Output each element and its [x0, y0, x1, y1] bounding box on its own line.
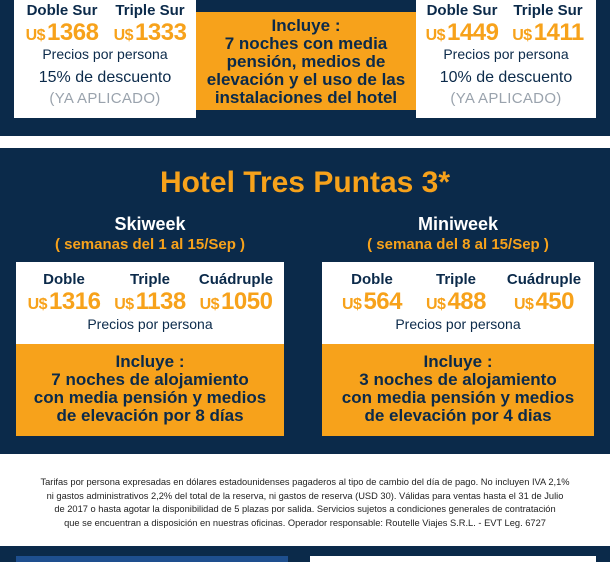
currency-symbol: U$ [25, 27, 46, 44]
package-name: Skiweek [114, 214, 186, 234]
price-value [420, 19, 504, 47]
skiweek-includes-text [16, 353, 284, 425]
price-amount: 1333 [135, 19, 187, 46]
package-dates: ( semanas del 1 al 15/Sep ) [54, 236, 246, 253]
per-person-label: Precios por persona [443, 46, 569, 62]
currency-symbol: U$ [27, 296, 48, 313]
package-dates: ( semana del 8 al 15/Sep ) [367, 236, 549, 253]
miniweek-col-triple [414, 271, 498, 316]
price-value [330, 288, 414, 316]
currency-symbol: U$ [114, 296, 134, 313]
skiweek-col-doble [22, 271, 106, 316]
per-person-label: Precios por persona [42, 46, 168, 62]
price-amount: 450 [535, 288, 574, 315]
includes-line: instalaciones del hotel [214, 88, 398, 107]
includes-line: 3 noches de alojamiento [359, 370, 557, 389]
top-left-col-2 [108, 2, 192, 47]
price-value [108, 19, 192, 47]
room-type-label: Triple [129, 271, 170, 288]
price-value [22, 288, 106, 316]
discount-label: 10% de descuento [439, 69, 573, 86]
room-type-label: Doble [351, 271, 393, 288]
room-type-label: Triple Sur [115, 2, 185, 19]
includes-line: Incluye : [115, 352, 185, 371]
price-value [192, 288, 280, 316]
currency-symbol: U$ [113, 27, 134, 44]
includes-line: pensión, medios de [226, 52, 386, 71]
includes-line: Incluye : [423, 352, 493, 371]
top-left-col-1 [20, 2, 104, 47]
bottom-left-bar [16, 556, 288, 562]
currency-symbol: U$ [514, 296, 534, 313]
discount-label: 15% de descuento [38, 69, 172, 86]
room-type-label: Triple [435, 271, 476, 288]
price-amount: 1138 [135, 288, 186, 315]
includes-line: con media pensión y medios [33, 388, 267, 407]
price-amount: 1050 [221, 288, 273, 315]
miniweek-includes-text [322, 353, 594, 425]
includes-line: 7 noches de alojamiento [51, 370, 249, 389]
package-name: Miniweek [417, 214, 499, 234]
currency-symbol: U$ [342, 296, 362, 313]
room-type-label: Cuádruple [506, 271, 582, 288]
applied-label: (YA APLICADO) [450, 90, 562, 107]
price-amount: 1316 [49, 288, 101, 315]
currency-symbol: U$ [512, 27, 532, 44]
skiweek-col-triple [108, 271, 192, 316]
room-type-label: Doble Sur [426, 2, 498, 19]
price-value [506, 19, 590, 47]
price-amount: 1449 [447, 19, 499, 46]
includes-line: elevación y el uso de las [206, 70, 406, 89]
currency-symbol: U$ [199, 296, 220, 313]
bottom-right-bar [310, 556, 596, 562]
currency-symbol: U$ [426, 296, 446, 313]
top-right-col-1 [420, 2, 504, 47]
includes-line: con media pensión y medios [341, 388, 575, 407]
currency-symbol: U$ [425, 27, 446, 44]
applied-label: (YA APLICADO) [49, 90, 161, 107]
legal-disclaimer [14, 476, 596, 530]
per-person-label: Precios por persona [87, 316, 213, 332]
room-type-label: Doble [43, 271, 85, 288]
price-amount: 1368 [47, 19, 99, 46]
top-right-col-2 [506, 2, 590, 47]
includes-line: de elevación por 4 dias [364, 406, 552, 425]
price-amount: 488 [447, 288, 486, 315]
room-type-label: Cuádruple [198, 271, 274, 288]
per-person-label: Precios por persona [395, 316, 521, 332]
price-value [414, 288, 498, 316]
price-value [108, 288, 192, 316]
price-value [500, 288, 588, 316]
miniweek-col-cuadruple [500, 271, 588, 316]
price-value [20, 19, 104, 47]
hotel-title: Hotel Tres Puntas 3* [159, 166, 451, 199]
includes-line: 7 noches con media [224, 34, 388, 53]
legal-line: ni gastos administrativos 2,2% del total de la reserva, ni gastos de reserva (USD 30). Válidas para ventas hasta el 31 de Julio [46, 490, 564, 501]
includes-line: de elevación por 8 días [56, 406, 244, 425]
room-type-label: Triple Sur [513, 2, 583, 19]
includes-line: Incluye : [271, 16, 341, 35]
price-amount: 564 [363, 288, 402, 315]
skiweek-col-cuadruple [192, 271, 280, 316]
price-amount: 1411 [533, 19, 584, 46]
top-includes-text [196, 17, 416, 107]
legal-line: Tarifas por persona expresadas en dólares estadounidenses pagaderos al tipo de cambio del día de pago. No incluyen IVA 2,1% [40, 477, 570, 487]
legal-line: de 2017 o hasta agotar la disponibilidad de 5 plazas por salida. Servicios sujetos a condiciones generales de contratación [54, 504, 556, 514]
room-type-label: Doble Sur [26, 2, 98, 19]
miniweek-col-doble [330, 271, 414, 316]
legal-line: que se encuentran a disposición en nuestras oficinas. Operador responsable: Routelle Viajes S.R.L. - EVT Leg. 6727 [64, 517, 546, 528]
